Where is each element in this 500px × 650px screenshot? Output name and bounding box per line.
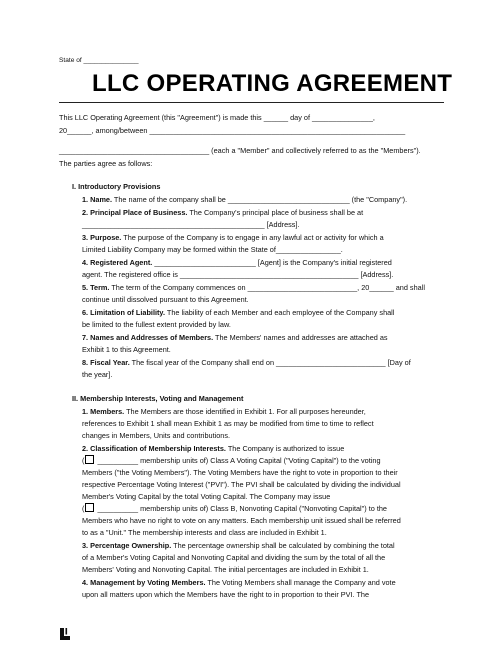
section-1-item-2: 2. Principal Place of Business. The Company's principal place of business shall be at bbox=[82, 208, 364, 217]
section-1-item-7: 7. Names and Addresses of Members. The Members' names and addresses are attached as bbox=[82, 333, 388, 342]
section-2-item-4: 4. Management by Voting Members. The Voting Members shall manage the Company and vote bbox=[82, 578, 396, 587]
section-1-item-8: 8. Fiscal Year. The fiscal year of the Company shall end on ___________________________ [Day of bbox=[82, 358, 411, 367]
section-2-item-2-cont-6: Members who have no right to vote on any matters. Each membership unit issued shall be referred bbox=[82, 516, 401, 525]
section-2-heading: II. Membership Interests, Voting and Management bbox=[72, 394, 244, 403]
section-2-item-2-cont-7: to as a "Unit." The membership interests and class are included in Exhibit 1. bbox=[82, 528, 327, 537]
brand-logo-icon bbox=[59, 628, 71, 640]
section-1-item-4-cont: agent. The registered office is ____________________________________________ [Address]. bbox=[82, 270, 394, 279]
intro-line-2: 20______, among/between _______________________________________________________________ bbox=[59, 126, 406, 135]
section-2-item-1-cont-2: changes in Members, Units and contributions. bbox=[82, 431, 231, 440]
document-title: LLC OPERATING AGREEMENT bbox=[92, 70, 453, 97]
section-1-item-5: 5. Term. The term of the Company commences on ___________________________, 20______ and shall bbox=[82, 283, 425, 292]
section-2-item-2-cont-2: Members ("the Voting Members"). The Voting Members have the right to vote in proportion to their bbox=[82, 468, 398, 477]
section-1-item-6-cont: be limited to the fullest extent provided by law. bbox=[82, 320, 231, 329]
section-1-item-4: 4. Registered Agent. _________________________ [Agent] is the Company's initial registered bbox=[82, 258, 392, 267]
state-of-line: State of _______________ bbox=[59, 57, 139, 64]
intro-line-3: _____________________________________ (each a "Member" and collectively referred to as the "Members"). bbox=[59, 146, 421, 155]
section-2-item-3-cont-2: Members' Voting and Nonvoting Capital. The initial percentages are included in Exhibit 1. bbox=[82, 565, 369, 574]
section-2-item-2: 2. Classification of Membership Interests. The Company is authorized to issue bbox=[82, 444, 345, 453]
section-2-item-4-cont: upon all matters upon which the Members have the right to in proportion to their PVI. The bbox=[82, 590, 370, 599]
voting-capital-checkbox[interactable] bbox=[85, 455, 94, 464]
section-1-item-7-cont: Exhibit 1 to this Agreement. bbox=[82, 345, 171, 354]
section-2-item-3: 3. Percentage Ownership. The percentage ownership shall be calculated by combining the total bbox=[82, 541, 395, 550]
section-1-item-6: 6. Limitation of Liability. The liability of each Member and each employee of the Company shall bbox=[82, 308, 395, 317]
section-1-item-8-cont: the year]. bbox=[82, 370, 113, 379]
section-2-item-1-cont-1: references to Exhibit 1 shall mean Exhibit 1 as may be modified from time to time to reflect bbox=[82, 419, 374, 428]
section-2-item-1: 1. Members. The Members are those identified in Exhibit 1. For all purposes hereunder, bbox=[82, 407, 366, 416]
section-2-item-2-cont-3: respective Percentage Voting Interest ("PVI"). The PVI shall be calculated by dividing the individual bbox=[82, 480, 401, 489]
title-divider bbox=[59, 102, 444, 103]
section-2-item-2-cont-5: ( __________ membership units of) Class B, Nonvoting Capital ("Nonvoting Capital") to the bbox=[82, 504, 387, 513]
section-1-item-1: 1. Name. The name of the company shall be ______________________________ (the "Company"). bbox=[82, 195, 408, 204]
section-1-item-3: 3. Purpose. The purpose of the Company is to engage in any lawful act or activity for which a bbox=[82, 233, 384, 242]
section-1-item-2-cont: _____________________________________________ [Address]. bbox=[82, 220, 300, 229]
section-1-item-3-cont: Limited Liability Company may be formed within the State of________________. bbox=[82, 245, 343, 254]
intro-line-1: This LLC Operating Agreement (this "Agreement") is made this ______ day of _______________, bbox=[59, 113, 375, 122]
section-2-item-2-cont-4: Member's Voting Capital by the total Voting Capital. The Company may issue bbox=[82, 492, 331, 501]
section-1-item-5-cont: continue until dissolved pursuant to this Agreement. bbox=[82, 295, 249, 304]
intro-line-4: The parties agree as follows: bbox=[59, 159, 153, 168]
nonvoting-capital-checkbox[interactable] bbox=[85, 503, 94, 512]
section-1-heading: I. Introductory Provisions bbox=[72, 182, 161, 191]
section-2-item-3-cont-1: of a Member's Voting Capital and Nonvoting Capital and dividing the sum by the total of all the bbox=[82, 553, 386, 562]
section-2-item-2-cont-1: ( __________ membership units of) Class A Voting Capital ("Voting Capital") to the voting bbox=[82, 456, 381, 465]
